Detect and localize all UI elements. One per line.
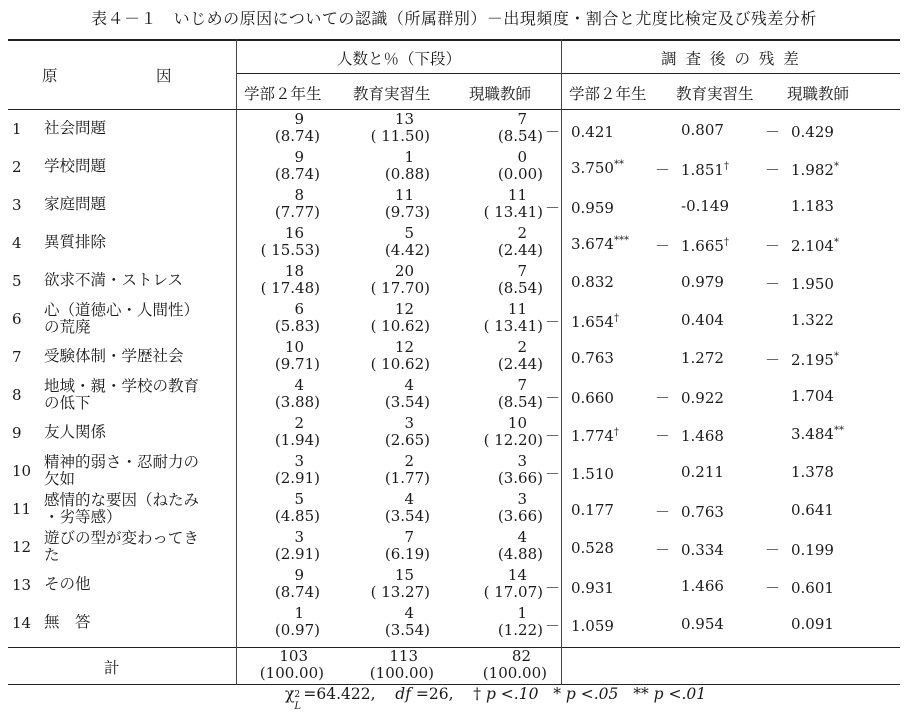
- df-label: df: [395, 685, 411, 703]
- sign: －: [765, 579, 781, 597]
- sign: －: [765, 123, 781, 141]
- sign: －: [545, 617, 561, 635]
- count-cell: 14 ( 17.07): [483, 566, 543, 601]
- residual-cell: － 1.654†: [545, 313, 619, 331]
- row-number: 12: [12, 538, 32, 556]
- residual-cell: 1.272: [681, 349, 724, 367]
- row-number: 10: [12, 462, 32, 480]
- table-row: [8, 567, 900, 605]
- residual-cell: － 0.763: [655, 503, 724, 521]
- table-row: [8, 415, 900, 453]
- cause-label: 地域・親・学校の教育 の低下: [44, 377, 200, 412]
- count-cell: 11 (9.73): [384, 186, 430, 221]
- residual-cell: － 1.950: [765, 275, 834, 293]
- cause-label: 遊びの型が変わってき た: [44, 529, 199, 564]
- residual-cell: -0.149: [681, 197, 730, 215]
- table-row: [8, 605, 900, 643]
- sign: －: [545, 427, 561, 445]
- count-cell: 13 ( 11.50): [370, 110, 430, 145]
- residual-cell: 0.763: [571, 349, 614, 367]
- sign: －: [545, 313, 561, 331]
- sig-level-05: p <.05: [565, 685, 619, 703]
- sign: －: [655, 427, 671, 445]
- cause-label: 異質排除: [44, 233, 107, 251]
- residual-cell: － 1.468: [655, 427, 724, 445]
- total-count-1: 103 (100.00): [259, 647, 324, 682]
- sig-level-10: p <.10: [485, 685, 539, 703]
- residual-cell: － 0.922: [655, 389, 724, 407]
- residual-cell: 1.322: [791, 311, 834, 329]
- residual-cell: 1.704: [791, 387, 834, 405]
- residual-cell: － 0.421: [545, 123, 614, 141]
- count-cell: 5 (4.42): [384, 224, 430, 259]
- residual-cell: 0.211: [681, 463, 724, 481]
- count-cell: 7 (6.19): [384, 528, 430, 563]
- residual-cell: 1.378: [791, 463, 834, 481]
- residual-col-1: 学部２年生: [569, 85, 647, 103]
- count-cell: 7 (8.54): [497, 110, 543, 145]
- residual-cell: 0.404: [681, 311, 724, 329]
- count-cell: 9 (8.74): [274, 148, 320, 183]
- sign: －: [765, 541, 781, 559]
- sign: －: [655, 237, 671, 255]
- row-number: 13: [12, 576, 32, 594]
- sign: －: [765, 275, 781, 293]
- row-number: 14: [12, 614, 32, 632]
- count-cell: 10 ( 12.20): [483, 414, 543, 449]
- residual-cell: 0.528: [571, 539, 614, 557]
- residual-cell: － 0.334: [655, 541, 724, 559]
- row-number: 6: [12, 310, 22, 328]
- residual-cell: 1.466: [681, 577, 724, 595]
- residual-cell: － 0.429: [765, 123, 834, 141]
- count-cell: 9 (8.74): [274, 110, 320, 145]
- table-row: [8, 111, 900, 149]
- total-count-3: 82 (100.00): [482, 647, 547, 682]
- row-number: 11: [12, 500, 32, 518]
- residual-cell: － 1.774†: [545, 427, 619, 445]
- cause-label: 家庭問題: [44, 195, 107, 213]
- asterisk-mark: *: [553, 685, 561, 703]
- count-cell: 5 (4.85): [274, 490, 320, 525]
- residual-cell: 3.750**: [571, 159, 624, 177]
- count-cell: 4 (3.54): [384, 376, 430, 411]
- total-row: [8, 648, 900, 686]
- top-rule: [8, 39, 900, 41]
- significance-mark: *: [833, 351, 839, 362]
- sig-level-01: p <.01: [653, 685, 707, 703]
- residual-cell: 0.832: [571, 273, 614, 291]
- count-cell: 1 (1.22): [497, 604, 543, 639]
- row-number: 7: [12, 348, 22, 366]
- row-number: 4: [12, 234, 22, 252]
- count-cell: 7 (8.54): [497, 376, 543, 411]
- count-cell: 11 ( 13.41): [483, 186, 543, 221]
- sign: －: [655, 161, 671, 179]
- cause-label: 欲求不満・ストレス: [44, 271, 184, 289]
- table-row: [8, 225, 900, 263]
- residual-cell: 0.979: [681, 273, 724, 291]
- residual-cell: － 0.931: [545, 579, 614, 597]
- cause-label: 精神的弱さ・忍耐力の 欠如: [44, 453, 200, 488]
- table-row: [8, 453, 900, 491]
- count-cell: 1 (0.88): [384, 148, 430, 183]
- counts-col-1: 学部２年生: [244, 85, 322, 103]
- count-cell: 4 (4.88): [497, 528, 543, 563]
- count-cell: 11 ( 13.41): [483, 300, 543, 335]
- table-row: [8, 339, 900, 377]
- significance-mark: †: [723, 161, 729, 172]
- sign: －: [765, 237, 781, 255]
- residuals-group-header: 調 査 後 の 残 差: [661, 50, 801, 68]
- count-cell: 2 (1.77): [384, 452, 430, 487]
- count-cell: 3 (2.91): [274, 452, 320, 487]
- sign: －: [545, 389, 561, 407]
- sign: －: [545, 465, 561, 483]
- residual-cell: － 0.660: [545, 389, 614, 407]
- residual-cell: 3.674***: [571, 235, 629, 253]
- row-number: 5: [12, 272, 22, 290]
- dagger-mark: †: [473, 685, 481, 703]
- count-cell: 12 ( 10.62): [370, 338, 430, 373]
- cause-label: 社会問題: [44, 119, 107, 137]
- residual-cell: － 1.059: [545, 617, 614, 635]
- residual-cell: － 2.104*: [765, 237, 839, 255]
- double-asterisk-mark: **: [633, 685, 649, 703]
- residual-cell: 0.091: [791, 615, 834, 633]
- residual-cell: 0.641: [791, 501, 834, 519]
- significance-mark: †: [723, 237, 729, 248]
- counts-group-header: 人数と％（下段）: [336, 50, 461, 68]
- significance-mark: *: [833, 161, 839, 172]
- residual-cell: 1.183: [791, 197, 834, 215]
- residual-cell: 0.807: [681, 121, 724, 139]
- header-mid-rule: [237, 73, 900, 74]
- table-row: [8, 377, 900, 415]
- significance-mark: **: [613, 159, 624, 170]
- row-number: 9: [12, 424, 22, 442]
- count-cell: 7 (8.54): [497, 262, 543, 297]
- residual-cell: － 0.199: [765, 541, 834, 559]
- residual-cell: 0.954: [681, 615, 724, 633]
- count-cell: 2 (1.94): [274, 414, 320, 449]
- count-cell: 10 (9.71): [274, 338, 320, 373]
- row-number: 8: [12, 386, 22, 404]
- table-row: [8, 301, 900, 339]
- table-row: [8, 263, 900, 301]
- count-cell: 0 (0.00): [497, 148, 543, 183]
- count-cell: 1 (0.97): [274, 604, 320, 639]
- count-cell: 3 (2.91): [274, 528, 320, 563]
- sign: －: [545, 123, 561, 141]
- table-row: [8, 491, 900, 529]
- residual-col-3: 現職教師: [787, 85, 850, 103]
- count-cell: 16 ( 15.53): [260, 224, 320, 259]
- count-cell: 20 ( 17.70): [370, 262, 430, 297]
- sign: －: [765, 161, 781, 179]
- cause-label: その他: [44, 575, 91, 593]
- cause-header-1: 原: [42, 67, 58, 85]
- count-cell: 18 ( 17.48): [260, 262, 320, 297]
- footnote: χ 2 L =64.422, df =26, † p <.10 * p <.05 ** p <.01: [285, 685, 707, 712]
- count-cell: 2 (2.44): [497, 224, 543, 259]
- significance-mark: †: [613, 427, 619, 438]
- residual-cell: 0.177: [571, 501, 614, 519]
- residual-cell: － 1.665†: [655, 237, 729, 255]
- count-cell: 2 (2.44): [497, 338, 543, 373]
- count-cell: 6 (5.83): [274, 300, 320, 335]
- count-cell: 3 (2.65): [384, 414, 430, 449]
- row-number: 2: [12, 158, 22, 176]
- table-row: [8, 187, 900, 225]
- chi-value: =64.422,: [303, 685, 376, 703]
- count-cell: 4 (3.54): [384, 604, 430, 639]
- count-cell: 3 (3.66): [497, 490, 543, 525]
- residual-cell: － 1.510: [545, 465, 614, 483]
- significance-mark: *: [833, 237, 839, 248]
- row-number: 1: [12, 120, 22, 138]
- total-count-2: 113 (100.00): [369, 647, 434, 682]
- count-cell: 12 ( 10.62): [370, 300, 430, 335]
- cause-label: 感情的な要因（ねたみ ・劣等感）: [44, 491, 200, 526]
- residual-col-2: 教育実習生: [676, 85, 754, 103]
- count-cell: 4 (3.54): [384, 490, 430, 525]
- sign: －: [655, 389, 671, 407]
- chi-symbol: χ: [285, 685, 295, 703]
- sign: －: [545, 579, 561, 597]
- row-number: 3: [12, 196, 22, 214]
- table-row: [8, 149, 900, 187]
- cause-label: 無 答: [44, 613, 91, 631]
- sign: －: [655, 541, 671, 559]
- significance-mark: ***: [613, 235, 629, 246]
- count-cell: 15 ( 13.27): [370, 566, 430, 601]
- count-cell: 3 (3.66): [497, 452, 543, 487]
- sign: －: [655, 503, 671, 521]
- cause-label: 心（道徳心・人間性） の荒廃: [44, 301, 200, 336]
- cause-header-2: 因: [156, 67, 172, 85]
- header-bottom-rule: [8, 109, 900, 110]
- count-cell: 9 (8.74): [274, 566, 320, 601]
- residual-cell: － 0.601: [765, 579, 834, 597]
- count-cell: 8 (7.77): [274, 186, 320, 221]
- residual-cell: 3.484**: [791, 425, 844, 443]
- sign: －: [765, 351, 781, 369]
- residual-cell: － 1.851†: [655, 161, 729, 179]
- significance-mark: †: [613, 313, 619, 324]
- df-value: =26,: [415, 685, 454, 703]
- table-row: [8, 529, 900, 567]
- residual-cell: － 2.195*: [765, 351, 839, 369]
- residual-cell: － 1.982*: [765, 161, 839, 179]
- sign: －: [545, 199, 561, 217]
- residual-cell: － 0.959: [545, 199, 614, 217]
- significance-mark: **: [833, 425, 844, 436]
- cause-label: 友人関係: [44, 423, 107, 441]
- table-title: 表４－１ いじめの原因についての認識（所属群別）－出現頻度・割合と尤度比検定及び残差分析: [91, 9, 817, 28]
- count-cell: 4 (3.88): [274, 376, 320, 411]
- counts-col-3: 現職教師: [469, 85, 532, 103]
- total-label: 計: [104, 659, 120, 677]
- counts-col-2: 教育実習生: [353, 85, 431, 103]
- cause-label: 学校問題: [44, 157, 107, 175]
- cause-label: 受験体制・学歴社会: [44, 347, 184, 365]
